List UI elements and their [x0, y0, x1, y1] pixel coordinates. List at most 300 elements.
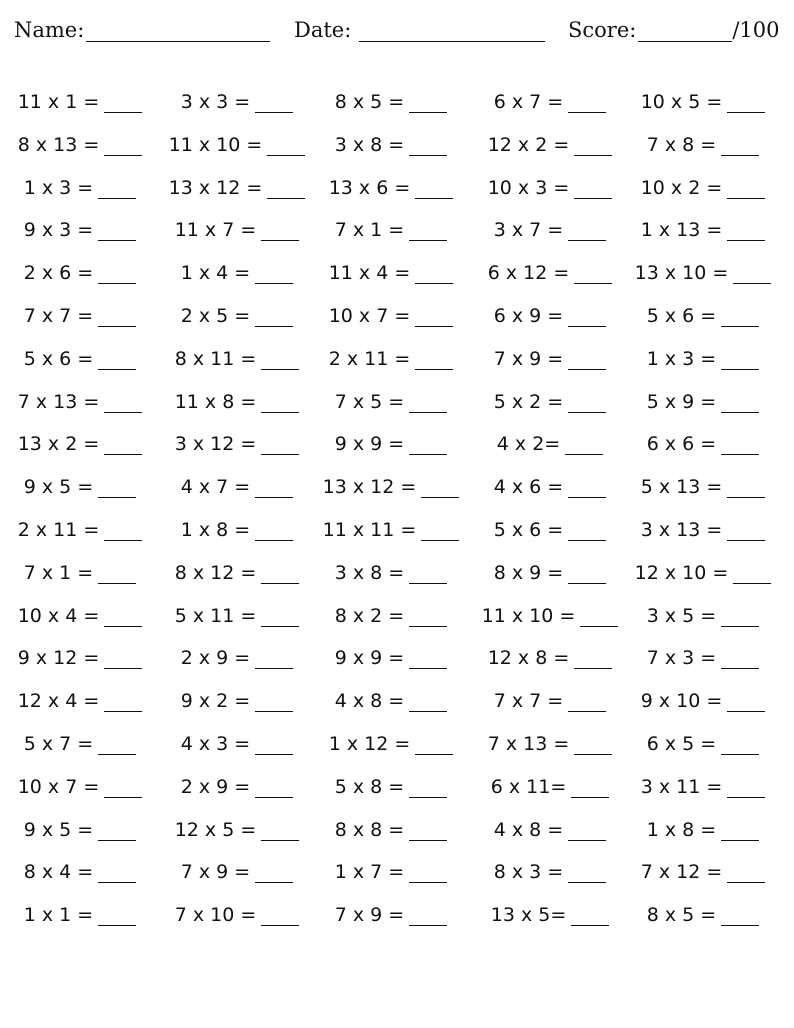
- problem-question: 7 x 10 =: [174, 904, 257, 927]
- answer-blank[interactable]: [721, 608, 759, 627]
- problem-question: 2 x 5 =: [180, 304, 251, 327]
- problem-question: 5 x 8 =: [334, 775, 405, 798]
- answer-blank[interactable]: [255, 864, 293, 883]
- problem-question: 1 x 3 =: [646, 347, 717, 370]
- problem-row: [0, 725, 794, 768]
- problem-item: [317, 690, 465, 712]
- problem-question: 3 x 12 =: [174, 433, 257, 456]
- problem-item: [6, 819, 154, 841]
- problem-question: 9 x 5 =: [23, 476, 94, 499]
- problem-question: 4 x 3 =: [180, 732, 251, 755]
- problem-question: 5 x 13 =: [640, 476, 723, 499]
- problem-item: [476, 219, 624, 241]
- answer-blank[interactable]: [409, 822, 447, 841]
- problem-item: [317, 433, 465, 455]
- answer-blank[interactable]: [415, 180, 453, 199]
- answer-blank[interactable]: [261, 222, 299, 241]
- answer-blank[interactable]: [98, 864, 136, 883]
- problem-item: [476, 904, 624, 926]
- problem-item: [317, 262, 465, 284]
- answer-blank[interactable]: [721, 822, 759, 841]
- answer-blank[interactable]: [255, 650, 293, 669]
- problem-question: 7 x 3 =: [646, 647, 717, 670]
- answer-blank[interactable]: [261, 436, 299, 455]
- problem-item: [163, 519, 311, 541]
- problem-question: 11 x 4 =: [328, 262, 411, 285]
- problem-item: [476, 605, 624, 627]
- problem-item: [476, 433, 624, 455]
- problem-item: [317, 562, 465, 584]
- problem-question: 6 x 12 =: [487, 262, 570, 285]
- problem-question: 1 x 4 =: [180, 262, 251, 285]
- problem-item: [629, 733, 777, 755]
- problem-item: [6, 904, 154, 926]
- problem-row: [0, 211, 794, 254]
- score-field[interactable]: [568, 18, 780, 42]
- problem-question: 11 x 7 =: [174, 219, 257, 242]
- problem-item: [163, 605, 311, 627]
- problem-item: [476, 647, 624, 669]
- answer-blank[interactable]: [721, 394, 759, 413]
- problem-question: 3 x 7 =: [493, 219, 564, 242]
- problem-question: 4 x 7 =: [180, 476, 251, 499]
- answer-blank[interactable]: [98, 736, 136, 755]
- problem-row: [0, 511, 794, 554]
- problem-grid: [0, 83, 794, 939]
- answer-blank[interactable]: [568, 222, 606, 241]
- problem-question: 6 x 5 =: [646, 732, 717, 755]
- answer-blank[interactable]: [104, 522, 142, 541]
- problem-item: [629, 177, 777, 199]
- problem-item: [163, 733, 311, 755]
- problem-question: 9 x 12 =: [17, 647, 100, 670]
- problem-item: [629, 305, 777, 327]
- problem-item: [476, 861, 624, 883]
- problem-question: 3 x 8 =: [334, 561, 405, 584]
- problem-row: [0, 639, 794, 682]
- problem-item: [163, 391, 311, 413]
- answer-blank[interactable]: [721, 736, 759, 755]
- problem-item: [476, 733, 624, 755]
- problem-item: [476, 819, 624, 841]
- problem-question: 5 x 6 =: [23, 347, 94, 370]
- answer-blank[interactable]: [255, 479, 293, 498]
- problem-item: [476, 262, 624, 284]
- answer-blank[interactable]: [727, 779, 765, 798]
- answer-blank[interactable]: [98, 265, 136, 284]
- answer-blank[interactable]: [255, 693, 293, 712]
- answer-blank[interactable]: [409, 394, 447, 413]
- answer-blank[interactable]: [727, 180, 765, 199]
- problem-item: [629, 391, 777, 413]
- answer-blank[interactable]: [261, 394, 299, 413]
- date-blank[interactable]: [359, 19, 545, 42]
- problem-item: [317, 647, 465, 669]
- answer-blank[interactable]: [568, 308, 606, 327]
- problem-question: 9 x 9 =: [334, 647, 405, 670]
- problem-item: [163, 219, 311, 241]
- problem-question: 10 x 7 =: [17, 775, 100, 798]
- problem-item: [163, 91, 311, 113]
- answer-blank[interactable]: [574, 265, 612, 284]
- problem-item: [629, 219, 777, 241]
- problem-question: 12 x 8 =: [487, 647, 570, 670]
- problem-question: 10 x 3 =: [487, 176, 570, 199]
- problem-question: 8 x 5 =: [646, 904, 717, 927]
- problem-question: 9 x 10 =: [640, 690, 723, 713]
- answer-blank[interactable]: [409, 565, 447, 584]
- answer-blank[interactable]: [568, 822, 606, 841]
- answer-blank[interactable]: [255, 736, 293, 755]
- answer-blank[interactable]: [421, 479, 459, 498]
- answer-blank[interactable]: [574, 736, 612, 755]
- problem-item: [6, 305, 154, 327]
- problem-row: [0, 682, 794, 725]
- answer-blank[interactable]: [421, 522, 459, 541]
- problem-question: 5 x 9 =: [646, 390, 717, 413]
- problem-row: [0, 811, 794, 854]
- problem-question: 13 x 6 =: [328, 176, 411, 199]
- problem-item: [6, 647, 154, 669]
- answer-blank[interactable]: [733, 265, 771, 284]
- problem-item: [629, 91, 777, 113]
- problem-item: [163, 861, 311, 883]
- problem-question: 8 x 9 =: [493, 561, 564, 584]
- problem-item: [163, 134, 311, 156]
- problem-question: 10 x 7 =: [328, 304, 411, 327]
- problem-question: 6 x 7 =: [493, 91, 564, 113]
- date-label: Date:: [294, 18, 352, 42]
- problem-question: 4 x 6 =: [493, 476, 564, 499]
- answer-blank[interactable]: [571, 779, 609, 798]
- problem-item: [476, 519, 624, 541]
- answer-blank[interactable]: [104, 608, 142, 627]
- answer-blank[interactable]: [409, 693, 447, 712]
- problem-question: 7 x 1 =: [334, 219, 405, 242]
- problem-item: [629, 605, 777, 627]
- answer-blank[interactable]: [104, 394, 142, 413]
- problem-item: [6, 476, 154, 498]
- answer-blank[interactable]: [98, 907, 136, 926]
- problem-question: 5 x 2 =: [493, 390, 564, 413]
- problem-item: [629, 690, 777, 712]
- answer-blank[interactable]: [568, 522, 606, 541]
- problem-row: [0, 297, 794, 340]
- problem-question: 7 x 9 =: [180, 861, 251, 884]
- problem-question: 3 x 8 =: [334, 133, 405, 156]
- problem-item: [476, 476, 624, 498]
- answer-blank[interactable]: [727, 479, 765, 498]
- problem-question: 8 x 2 =: [334, 604, 405, 627]
- problem-question: 1 x 13 =: [640, 219, 723, 242]
- problem-question: 7 x 9 =: [493, 347, 564, 370]
- problem-item: [476, 348, 624, 370]
- problem-question: 7 x 9 =: [334, 904, 405, 927]
- problem-question: 1 x 8 =: [646, 818, 717, 841]
- problem-item: [476, 776, 624, 798]
- problem-item: [317, 177, 465, 199]
- problem-row: [0, 126, 794, 169]
- answer-blank[interactable]: [104, 94, 142, 113]
- problem-item: [629, 519, 777, 541]
- problem-question: 7 x 13 =: [487, 732, 570, 755]
- problem-row: [0, 254, 794, 297]
- answer-blank[interactable]: [255, 265, 293, 284]
- problem-item: [163, 690, 311, 712]
- problem-item: [629, 861, 777, 883]
- problem-question: 13 x 12 =: [168, 176, 263, 199]
- score-blank[interactable]: [638, 19, 732, 42]
- answer-blank[interactable]: [733, 565, 771, 584]
- problem-question: 11 x 11 =: [322, 518, 417, 541]
- problem-question: 11 x 10 =: [168, 133, 263, 156]
- problem-question: 3 x 11 =: [640, 775, 723, 798]
- problem-item: [317, 776, 465, 798]
- answer-blank[interactable]: [727, 522, 765, 541]
- answer-blank[interactable]: [415, 351, 453, 370]
- problem-item: [163, 776, 311, 798]
- name-blank[interactable]: [86, 19, 270, 42]
- problem-item: [6, 562, 154, 584]
- problem-question: 2 x 11 =: [328, 347, 411, 370]
- problem-question: 2 x 6 =: [23, 262, 94, 285]
- problem-item: [317, 904, 465, 926]
- score-label: Score:: [568, 18, 637, 42]
- answer-blank[interactable]: [104, 436, 142, 455]
- problem-question: 8 x 5 =: [334, 91, 405, 113]
- answer-blank[interactable]: [409, 779, 447, 798]
- answer-blank[interactable]: [409, 436, 447, 455]
- answer-blank[interactable]: [568, 351, 606, 370]
- problem-item: [6, 134, 154, 156]
- problem-question: 8 x 4 =: [23, 861, 94, 884]
- answer-blank[interactable]: [261, 565, 299, 584]
- problem-item: [317, 605, 465, 627]
- problem-question: 7 x 7 =: [493, 690, 564, 713]
- problem-item: [6, 690, 154, 712]
- problem-item: [317, 134, 465, 156]
- answer-blank[interactable]: [574, 650, 612, 669]
- answer-blank[interactable]: [104, 137, 142, 156]
- answer-blank[interactable]: [568, 94, 606, 113]
- problem-question: 4 x 8 =: [493, 818, 564, 841]
- problem-row: [0, 597, 794, 640]
- answer-blank[interactable]: [267, 137, 305, 156]
- answer-blank[interactable]: [721, 650, 759, 669]
- answer-blank[interactable]: [568, 693, 606, 712]
- problem-question: 1 x 12 =: [328, 732, 411, 755]
- problem-question: 5 x 7 =: [23, 732, 94, 755]
- answer-blank[interactable]: [727, 94, 765, 113]
- answer-blank[interactable]: [580, 608, 618, 627]
- answer-blank[interactable]: [721, 907, 759, 926]
- problem-question: 7 x 13 =: [17, 390, 100, 413]
- answer-blank[interactable]: [565, 436, 603, 455]
- answer-blank[interactable]: [568, 864, 606, 883]
- answer-blank[interactable]: [98, 565, 136, 584]
- problem-item: [6, 605, 154, 627]
- answer-blank[interactable]: [255, 308, 293, 327]
- problem-item: [6, 733, 154, 755]
- answer-blank[interactable]: [104, 650, 142, 669]
- answer-blank[interactable]: [261, 822, 299, 841]
- problem-item: [163, 348, 311, 370]
- problem-item: [163, 476, 311, 498]
- answer-blank[interactable]: [255, 779, 293, 798]
- answer-blank[interactable]: [261, 907, 299, 926]
- problem-question: 10 x 2 =: [640, 176, 723, 199]
- problem-question: 1 x 7 =: [334, 861, 405, 884]
- problem-item: [629, 776, 777, 798]
- problem-question: 7 x 7 =: [23, 304, 94, 327]
- problem-item: [317, 476, 465, 498]
- problem-question: 2 x 9 =: [180, 647, 251, 670]
- answer-blank[interactable]: [415, 265, 453, 284]
- problem-item: [6, 262, 154, 284]
- worksheet-header: [14, 18, 784, 54]
- problem-item: [629, 819, 777, 841]
- problem-question: 6 x 9 =: [493, 304, 564, 327]
- problem-item: [163, 177, 311, 199]
- answer-blank[interactable]: [98, 308, 136, 327]
- problem-question: 8 x 12 =: [174, 561, 257, 584]
- answer-blank[interactable]: [255, 94, 293, 113]
- answer-blank[interactable]: [104, 693, 142, 712]
- answer-blank[interactable]: [98, 180, 136, 199]
- answer-blank[interactable]: [104, 779, 142, 798]
- problem-item: [6, 391, 154, 413]
- problem-item: [163, 904, 311, 926]
- problem-item: [6, 219, 154, 241]
- problem-item: [317, 819, 465, 841]
- problem-question: 12 x 4 =: [17, 690, 100, 713]
- problem-item: [163, 262, 311, 284]
- problem-question: 9 x 2 =: [180, 690, 251, 713]
- answer-blank[interactable]: [721, 351, 759, 370]
- problem-item: [317, 91, 465, 113]
- problem-question: 3 x 5 =: [646, 604, 717, 627]
- problem-question: 3 x 13 =: [640, 518, 723, 541]
- problem-item: [6, 776, 154, 798]
- answer-blank[interactable]: [415, 308, 453, 327]
- answer-blank[interactable]: [98, 822, 136, 841]
- problem-item: [476, 690, 624, 712]
- problem-question: 8 x 3 =: [493, 861, 564, 884]
- problem-item: [163, 819, 311, 841]
- problem-item: [6, 861, 154, 883]
- answer-blank[interactable]: [409, 864, 447, 883]
- problem-item: [317, 733, 465, 755]
- problem-question: 7 x 5 =: [334, 390, 405, 413]
- answer-blank[interactable]: [574, 180, 612, 199]
- problem-question: 1 x 8 =: [180, 518, 251, 541]
- problem-question: 2 x 9 =: [180, 775, 251, 798]
- problem-item: [629, 476, 777, 498]
- answer-blank[interactable]: [568, 479, 606, 498]
- answer-blank[interactable]: [721, 137, 759, 156]
- answer-blank[interactable]: [568, 565, 606, 584]
- answer-blank[interactable]: [98, 222, 136, 241]
- answer-blank[interactable]: [98, 479, 136, 498]
- answer-blank[interactable]: [409, 222, 447, 241]
- problem-question: 13 x 5=: [490, 904, 567, 927]
- answer-blank[interactable]: [574, 137, 612, 156]
- answer-blank[interactable]: [409, 907, 447, 926]
- problem-item: [317, 219, 465, 241]
- answer-blank[interactable]: [721, 436, 759, 455]
- answer-blank[interactable]: [261, 608, 299, 627]
- answer-blank[interactable]: [409, 650, 447, 669]
- problem-question: 7 x 8 =: [646, 133, 717, 156]
- problem-item: [629, 134, 777, 156]
- problem-question: 12 x 5 =: [174, 818, 257, 841]
- answer-blank[interactable]: [267, 180, 305, 199]
- problem-item: [317, 348, 465, 370]
- answer-blank[interactable]: [409, 608, 447, 627]
- answer-blank[interactable]: [727, 693, 765, 712]
- problem-question: 8 x 8 =: [334, 818, 405, 841]
- problem-item: [6, 91, 154, 113]
- answer-blank[interactable]: [409, 94, 447, 113]
- problem-question: 10 x 4 =: [17, 604, 100, 627]
- problem-question: 11 x 10 =: [481, 604, 576, 627]
- problem-item: [163, 433, 311, 455]
- problem-question: 13 x 10 =: [634, 262, 729, 285]
- problem-question: 13 x 12 =: [322, 476, 417, 499]
- problem-question: 6 x 11=: [490, 775, 567, 798]
- answer-blank[interactable]: [409, 137, 447, 156]
- answer-blank[interactable]: [727, 222, 765, 241]
- problem-item: [476, 91, 624, 113]
- problem-row: [0, 554, 794, 597]
- problem-row: [0, 853, 794, 896]
- name-field[interactable]: [14, 18, 270, 42]
- answer-blank[interactable]: [727, 864, 765, 883]
- answer-blank[interactable]: [98, 351, 136, 370]
- problem-row: [0, 768, 794, 811]
- problem-question: 6 x 6 =: [646, 433, 717, 456]
- problem-item: [6, 177, 154, 199]
- problem-item: [317, 861, 465, 883]
- problem-question: 1 x 3 =: [23, 176, 94, 199]
- problem-row: [0, 896, 794, 939]
- problem-item: [629, 647, 777, 669]
- problem-question: 10 x 5 =: [640, 91, 723, 113]
- problem-question: 11 x 8 =: [174, 390, 257, 413]
- answer-blank[interactable]: [721, 308, 759, 327]
- answer-blank[interactable]: [255, 522, 293, 541]
- problem-question: 3 x 3 =: [180, 91, 251, 113]
- problem-item: [629, 348, 777, 370]
- answer-blank[interactable]: [261, 351, 299, 370]
- problem-question: 4 x 2=: [496, 433, 561, 456]
- problem-row: [0, 169, 794, 212]
- answer-blank[interactable]: [415, 736, 453, 755]
- problem-question: 7 x 1 =: [23, 561, 94, 584]
- problem-item: [163, 562, 311, 584]
- answer-blank[interactable]: [568, 394, 606, 413]
- answer-blank[interactable]: [571, 907, 609, 926]
- problem-question: 1 x 1 =: [23, 904, 94, 927]
- problem-question: 5 x 6 =: [493, 518, 564, 541]
- problem-question: 5 x 6 =: [646, 304, 717, 327]
- problem-item: [317, 519, 465, 541]
- problem-question: 9 x 5 =: [23, 818, 94, 841]
- date-field[interactable]: [294, 18, 545, 42]
- problem-question: 5 x 11 =: [174, 604, 257, 627]
- problem-item: [629, 262, 777, 284]
- problem-question: 9 x 3 =: [23, 219, 94, 242]
